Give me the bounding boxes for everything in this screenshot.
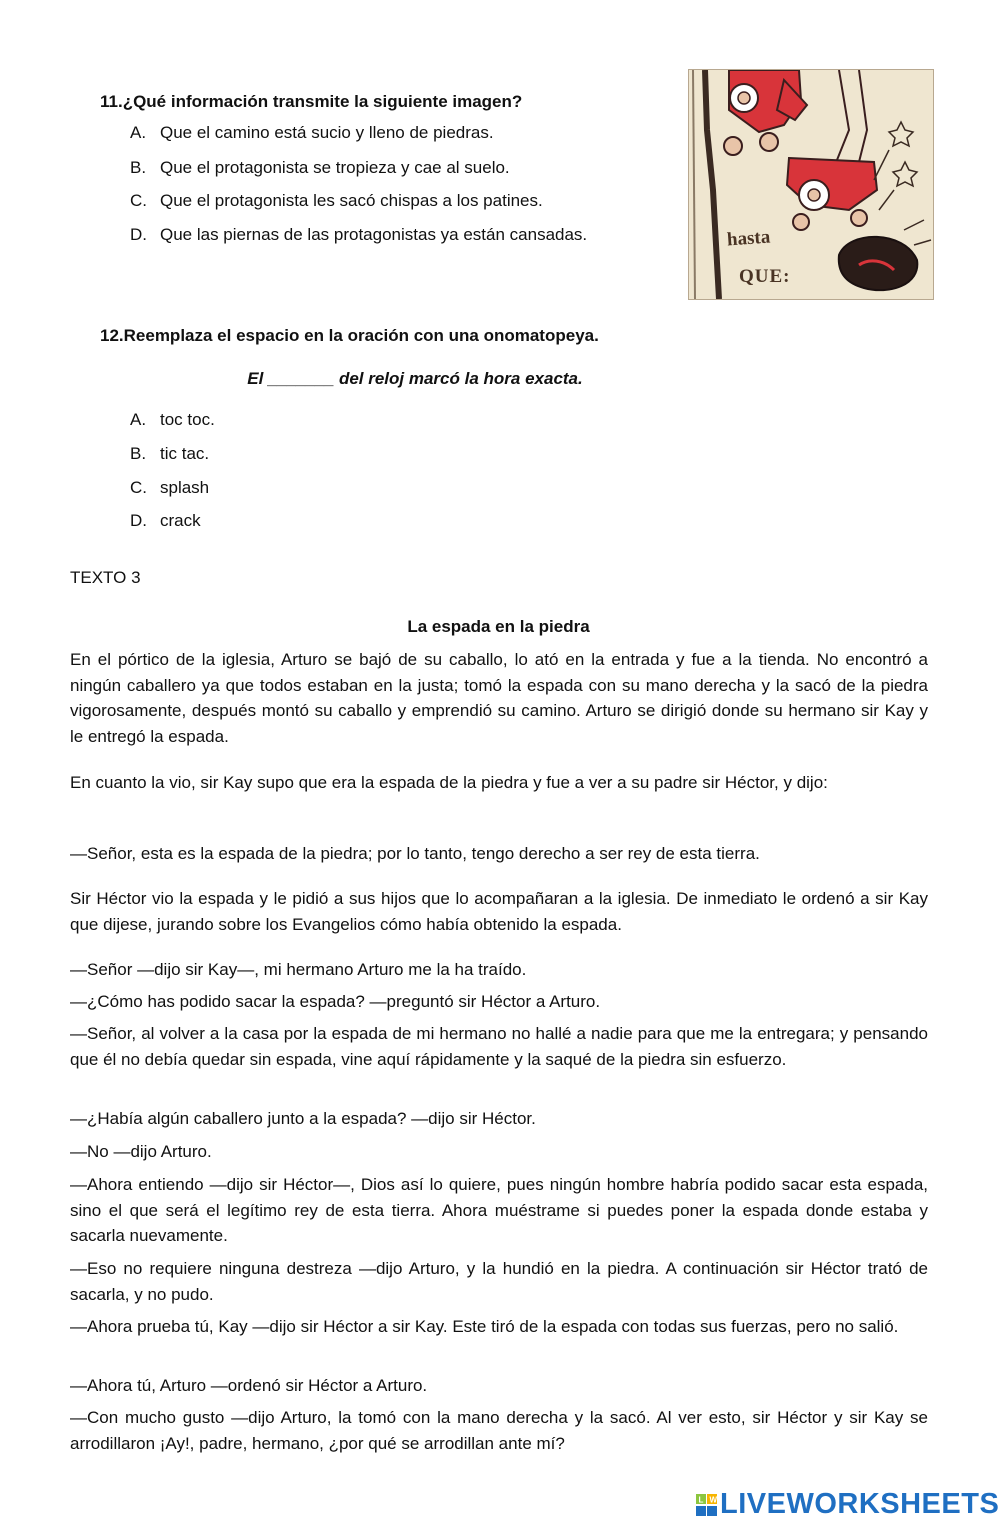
story-paragraph-3: —Señor, esta es la espada de la piedra; por lo tanto, tengo derecho a ser rey de esta tierra.	[70, 844, 760, 863]
q11-option-b[interactable]	[130, 158, 510, 178]
option-text: tic tac.	[160, 444, 210, 463]
story-paragraph-10: —Ahora entiendo —dijo sir Héctor—, Dios así lo quiere, pues ningún hombre habría podido sacar esta espada, sino el que será el legítimo rey de esta tierra. Ahora muéstrame si puedes poner la espada donde estaba y sacarla nuevamente.	[70, 1175, 928, 1245]
story-paragraph-9: —No —dijo Arturo.	[70, 1142, 212, 1161]
option-letter: A.	[130, 123, 147, 142]
q11-option-a[interactable]	[130, 123, 494, 143]
option-letter: C.	[130, 191, 147, 210]
roller-skate-illustration	[689, 70, 933, 299]
story-paragraph-1: En el pórtico de la iglesia, Arturo se bajó de su caballo, lo ató en la entrada y fue a la tienda. No encontró a ningún caballero ya que todos estaban en la justa; tomó la espada con su mano derecha y la sacó de la piedra vigorosamente, después montó su caballo y emprendió su camino. Arturo se dirigió donde su hermano sir Kay y le entregó la espada.	[70, 650, 928, 746]
q12-option-a[interactable]	[130, 410, 215, 430]
question-11-title: 11.¿Qué información transmite la siguiente imagen?	[100, 92, 523, 111]
q12-option-b[interactable]	[130, 444, 209, 464]
option-letter: B.	[130, 158, 147, 177]
option-text: Que el protagonista se tropieza y cae al suelo.	[160, 158, 510, 177]
comic-caption-line2: QUE:	[739, 266, 791, 287]
comic-caption-line1: hasta	[726, 226, 771, 251]
story-paragraph-7: —Señor, al volver a la casa por la espada de mi hermano no hallé a nadie para que me la entregara; y pensando que él no debía quedar sin espada, vine aquí rápidamente y la saqué de la piedra sin esfuerzo.	[70, 1024, 928, 1069]
story-paragraph-6: —¿Cómo has podido sacar la espada? —preguntó sir Héctor a Arturo.	[70, 992, 601, 1011]
story-paragraph-11: —Eso no requiere ninguna destreza —dijo Arturo, y la hundió en la piedra. A continuación sir Héctor trató de sacarla, y no pudo.	[70, 1259, 928, 1304]
option-text: Que las piernas de las protagonistas ya están cansadas.	[160, 225, 588, 244]
svg-text:W: W	[709, 1495, 718, 1505]
option-text: Que el protagonista les sacó chispas a los patines.	[160, 191, 543, 210]
story-paragraph-4: Sir Héctor vio la espada y le pidió a sus hijos que lo acompañaran a la iglesia. De inmediato le ordenó a sir Kay que dijese, jurando sobre los Evangelios cómo había obtenido la espada.	[70, 889, 928, 934]
story-title: La espada en la piedra	[407, 617, 590, 636]
option-text: Que el camino está sucio y lleno de piedras.	[160, 123, 494, 142]
option-letter: B.	[130, 444, 147, 463]
q12-option-c[interactable]	[130, 478, 209, 498]
logo-text: LIVEWORKSHEETS	[720, 1488, 1000, 1520]
option-letter: D.	[130, 511, 147, 530]
liveworksheets-logo	[696, 1488, 1000, 1522]
q12-option-d[interactable]	[130, 511, 201, 531]
option-text: toc toc.	[160, 410, 215, 429]
question-12-title: 12.Reemplaza el espacio en la oración con una onomatopeya.	[100, 326, 599, 345]
story-paragraph-12: —Ahora prueba tú, Kay —dijo sir Héctor a sir Kay. Este tiró de la espada con todas sus fuerzas, pero no salió.	[70, 1317, 899, 1336]
option-text: crack	[160, 511, 201, 530]
option-letter: D.	[130, 225, 147, 244]
option-letter: C.	[130, 478, 147, 497]
story-paragraph-14: —Con mucho gusto —dijo Arturo, la tomó con la mano derecha y la sacó. Al ver esto, sir Héctor y sir Kay se arrodillaron ¡Ay!, padre, hermano, ¿por qué se arrodillan ante mí?	[70, 1408, 928, 1453]
q11-comic-image	[688, 69, 934, 300]
story-paragraph-13: —Ahora tú, Arturo —ordenó sir Héctor a Arturo.	[70, 1376, 428, 1395]
q11-option-d[interactable]	[130, 225, 587, 245]
q11-option-c[interactable]	[130, 191, 543, 211]
q12-sentence: El _______ del reloj marcó la hora exacta.	[247, 369, 583, 388]
svg-text:L: L	[698, 1495, 704, 1505]
story-paragraph-5: —Señor —dijo sir Kay—, mi hermano Arturo me la ha traído.	[70, 960, 527, 979]
story-paragraph-8: —¿Había algún caballero junto a la espada? —dijo sir Héctor.	[70, 1109, 536, 1128]
story-paragraph-2: En cuanto la vio, sir Kay supo que era la espada de la piedra y fue a ver a su padre sir Héctor, y dijo:	[70, 773, 828, 792]
text-section-label: TEXTO 3	[70, 568, 141, 587]
option-text: splash	[160, 478, 210, 497]
option-letter: A.	[130, 410, 147, 429]
logo-blocks-icon	[696, 1494, 718, 1518]
